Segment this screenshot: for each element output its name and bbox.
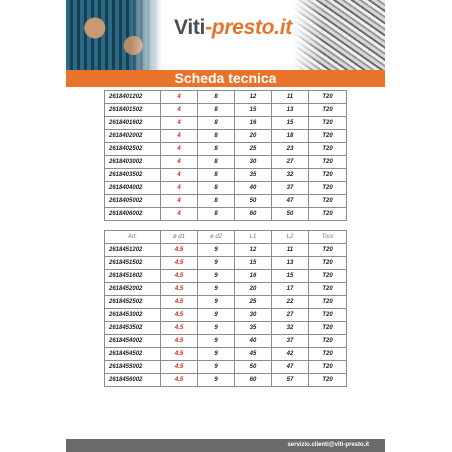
header-banner — [66, 0, 385, 70]
diameter-1-cell: 4 — [161, 130, 198, 143]
diameter-2-cell: 9 — [198, 335, 235, 348]
length-1-cell: 20 — [235, 283, 272, 296]
length-1-cell: 50 — [235, 361, 272, 374]
torx-cell: T20 — [309, 182, 347, 195]
article-code-cell: 2618453502 — [105, 322, 161, 335]
length-2-cell: 32 — [272, 322, 309, 335]
diameter-2-cell: 8 — [198, 130, 235, 143]
length-1-cell: 35 — [235, 322, 272, 335]
brand-logo — [174, 16, 292, 40]
diameter-2-cell: 8 — [198, 195, 235, 208]
length-1-cell: 15 — [235, 104, 272, 117]
length-2-cell: 47 — [272, 361, 309, 374]
length-1-cell: 30 — [235, 156, 272, 169]
torx-cell: T20 — [309, 169, 347, 182]
torx-cell: T20 — [309, 309, 347, 322]
length-1-cell: 40 — [235, 335, 272, 348]
table-row — [105, 335, 347, 348]
article-code-cell: 2618455002 — [105, 361, 161, 374]
length-1-cell: 25 — [235, 296, 272, 309]
length-2-cell: 17 — [272, 283, 309, 296]
length-2-cell: 22 — [272, 296, 309, 309]
length-1-cell: 20 — [235, 130, 272, 143]
length-2-cell: 32 — [272, 169, 309, 182]
table-row — [105, 348, 347, 361]
length-2-cell: 13 — [272, 257, 309, 270]
article-code-cell: 2618451202 — [105, 244, 161, 257]
diameter-1-cell: 4.5 — [161, 322, 198, 335]
length-1-cell: 50 — [235, 195, 272, 208]
article-code-cell: 2618401602 — [105, 117, 161, 130]
length-1-cell: 30 — [235, 309, 272, 322]
diameter-2-cell: 9 — [198, 296, 235, 309]
diameter-1-cell: 4.5 — [161, 257, 198, 270]
diameter-1-cell: 4.5 — [161, 361, 198, 374]
article-code-cell: 2618456002 — [105, 374, 161, 387]
torx-cell: T20 — [309, 361, 347, 374]
torx-cell: T20 — [309, 283, 347, 296]
table-row — [105, 257, 347, 270]
length-1-cell: 60 — [235, 208, 272, 221]
length-2-cell: 11 — [272, 244, 309, 257]
diameter-1-cell: 4 — [161, 156, 198, 169]
diameter-2-cell: 8 — [198, 117, 235, 130]
screws-photo — [293, 0, 385, 70]
table-row — [105, 130, 347, 143]
column-header: L2 — [272, 231, 309, 244]
torx-cell: T20 — [309, 335, 347, 348]
table-row — [105, 283, 347, 296]
brand-name: Viti — [174, 16, 206, 39]
column-header: Torx — [309, 231, 347, 244]
column-header: ø d2 — [198, 231, 235, 244]
article-code-cell: 2618403002 — [105, 156, 161, 169]
article-code-cell: 2618452002 — [105, 283, 161, 296]
column-header: Art. — [105, 231, 161, 244]
spec-table-1 — [104, 90, 347, 221]
length-2-cell: 27 — [272, 156, 309, 169]
torx-cell: T20 — [309, 195, 347, 208]
torx-cell: T20 — [309, 143, 347, 156]
diameter-2-cell: 9 — [198, 374, 235, 387]
diameter-1-cell: 4 — [161, 91, 198, 104]
length-2-cell: 57 — [272, 374, 309, 387]
table-row — [105, 374, 347, 387]
length-2-cell: 27 — [272, 309, 309, 322]
table-row — [105, 195, 347, 208]
diameter-2-cell: 9 — [198, 348, 235, 361]
footer-bar — [66, 439, 385, 452]
article-code-cell: 2618402002 — [105, 130, 161, 143]
torx-cell: T20 — [309, 156, 347, 169]
length-2-cell: 37 — [272, 182, 309, 195]
length-2-cell: 13 — [272, 104, 309, 117]
length-1-cell: 60 — [235, 374, 272, 387]
diameter-1-cell: 4.5 — [161, 296, 198, 309]
length-2-cell: 42 — [272, 348, 309, 361]
table-row — [105, 270, 347, 283]
table-row — [105, 361, 347, 374]
table-row — [105, 156, 347, 169]
diameter-2-cell: 8 — [198, 208, 235, 221]
length-1-cell: 12 — [235, 244, 272, 257]
diameter-1-cell: 4 — [161, 208, 198, 221]
diameter-1-cell: 4 — [161, 143, 198, 156]
diameter-1-cell: 4.5 — [161, 374, 198, 387]
diameter-2-cell: 8 — [198, 169, 235, 182]
diameter-2-cell: 9 — [198, 244, 235, 257]
article-code-cell: 2618401502 — [105, 104, 161, 117]
torx-cell: T20 — [309, 296, 347, 309]
table-row — [105, 143, 347, 156]
article-code-cell: 2618452502 — [105, 296, 161, 309]
length-1-cell: 25 — [235, 143, 272, 156]
diameter-2-cell: 8 — [198, 104, 235, 117]
article-code-cell: 2618405002 — [105, 195, 161, 208]
spec-table-2 — [104, 230, 347, 387]
length-2-cell: 18 — [272, 130, 309, 143]
table-row — [105, 208, 347, 221]
length-2-cell: 37 — [272, 335, 309, 348]
table-row — [105, 91, 347, 104]
table-row — [105, 169, 347, 182]
torx-cell: T20 — [309, 374, 347, 387]
diameter-2-cell: 9 — [198, 361, 235, 374]
table-row — [105, 296, 347, 309]
article-code-cell: 2618401202 — [105, 91, 161, 104]
article-code-cell: 2618453002 — [105, 309, 161, 322]
diameter-1-cell: 4.5 — [161, 283, 198, 296]
diameter-2-cell: 9 — [198, 270, 235, 283]
diameter-1-cell: 4.5 — [161, 348, 198, 361]
length-1-cell: 40 — [235, 182, 272, 195]
diameter-2-cell: 9 — [198, 257, 235, 270]
page-title: Scheda tecnica — [66, 70, 385, 87]
length-1-cell: 16 — [235, 270, 272, 283]
diameter-2-cell: 8 — [198, 91, 235, 104]
length-1-cell: 15 — [235, 257, 272, 270]
torx-cell: T20 — [309, 91, 347, 104]
diameter-2-cell: 8 — [198, 182, 235, 195]
table-row — [105, 309, 347, 322]
diameter-1-cell: 4 — [161, 169, 198, 182]
contact-email: servizio.clienti@viti-presto.it — [287, 442, 369, 448]
length-1-cell: 12 — [235, 91, 272, 104]
torx-cell: T20 — [309, 104, 347, 117]
diameter-2-cell: 9 — [198, 322, 235, 335]
torx-cell: T20 — [309, 244, 347, 257]
diameter-1-cell: 4 — [161, 104, 198, 117]
torx-cell: T20 — [309, 348, 347, 361]
article-code-cell: 2618454002 — [105, 335, 161, 348]
table-row — [105, 104, 347, 117]
table-row — [105, 182, 347, 195]
diameter-2-cell: 8 — [198, 156, 235, 169]
torx-cell: T20 — [309, 208, 347, 221]
length-2-cell: 47 — [272, 195, 309, 208]
diameter-2-cell: 8 — [198, 143, 235, 156]
article-code-cell: 2618451602 — [105, 270, 161, 283]
diameter-2-cell: 9 — [198, 283, 235, 296]
diameter-1-cell: 4.5 — [161, 270, 198, 283]
table-row — [105, 244, 347, 257]
table-row — [105, 322, 347, 335]
length-2-cell: 11 — [272, 91, 309, 104]
torx-cell: T20 — [309, 130, 347, 143]
torx-cell: T20 — [309, 117, 347, 130]
diameter-1-cell: 4 — [161, 117, 198, 130]
diameter-1-cell: 4 — [161, 195, 198, 208]
column-header: ø d1 — [161, 231, 198, 244]
table-header-row — [105, 231, 347, 244]
torx-cell: T20 — [309, 257, 347, 270]
article-code-cell: 2618403502 — [105, 169, 161, 182]
diameter-1-cell: 4.5 — [161, 309, 198, 322]
length-1-cell: 35 — [235, 169, 272, 182]
torx-cell: T20 — [309, 322, 347, 335]
diameter-1-cell: 4.5 — [161, 335, 198, 348]
column-header: L1 — [235, 231, 272, 244]
length-2-cell: 23 — [272, 143, 309, 156]
length-2-cell: 50 — [272, 208, 309, 221]
table-row — [105, 117, 347, 130]
article-code-cell: 2618404002 — [105, 182, 161, 195]
brand-domain: -presto.it — [205, 16, 292, 39]
length-2-cell: 15 — [272, 117, 309, 130]
article-code-cell: 2618402502 — [105, 143, 161, 156]
article-code-cell: 2618406002 — [105, 208, 161, 221]
length-1-cell: 45 — [235, 348, 272, 361]
article-code-cell: 2618451502 — [105, 257, 161, 270]
diameter-2-cell: 9 — [198, 309, 235, 322]
diameter-1-cell: 4 — [161, 182, 198, 195]
workshop-photo — [66, 0, 162, 70]
torx-cell: T20 — [309, 270, 347, 283]
length-1-cell: 16 — [235, 117, 272, 130]
article-code-cell: 2618454502 — [105, 348, 161, 361]
diameter-1-cell: 4.5 — [161, 244, 198, 257]
length-2-cell: 15 — [272, 270, 309, 283]
